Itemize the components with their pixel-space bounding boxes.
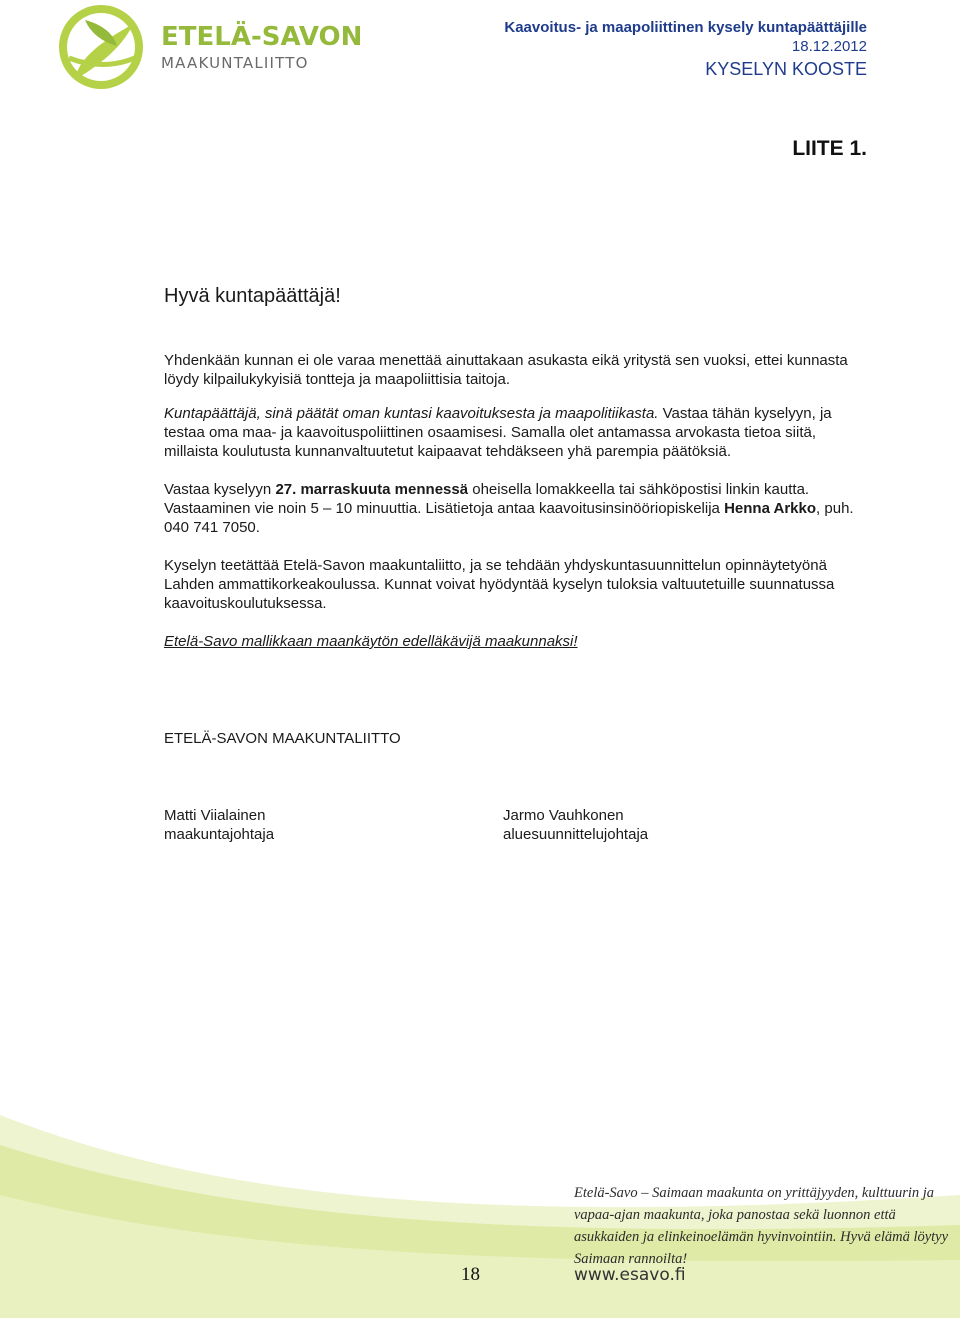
contact-name: Henna Arkko <box>724 500 817 517</box>
logo-name: ETELÄ-SAVON <box>161 22 363 52</box>
summary-heading: KYSELYN KOOSTE <box>705 58 867 79</box>
organization-name: ETELÄ-SAVON MAAKUNTALIITTO <box>164 730 401 747</box>
signer-title: maakuntajohtaja <box>164 826 275 843</box>
survey-title: Kaavoitus- ja maapoliittinen kysely kuntapäättäjille <box>504 19 867 36</box>
appendix-label: LIITE 1. <box>792 137 867 160</box>
greeting: Hyvä kuntapäättäjä! <box>164 285 341 307</box>
logo-subtitle: MAAKUNTALIITTO <box>161 54 309 72</box>
motto: Etelä-Savo mallikkaan maankäytön edelläkävijä maakunnaksi! <box>164 633 578 650</box>
paragraph-3-b: oheisella lomakkeella tai sähköpostisi linkin kautta. Vastaaminen vie noin 5 – 10 minuuttia. Lisätietoja antaa kaavoitusinsinööriopiskelija <box>164 481 810 517</box>
organization-logo <box>55 2 385 92</box>
paragraph-2-italic: Kuntapäättäjä, sinä päätät oman kuntasi kaavoituksesta ja maapolitiikasta. <box>164 405 659 422</box>
logo-leaf-icon <box>55 2 151 92</box>
footer-slogan: Etelä-Savo – Saimaan maakunta on yrittäjyyden, kulttuurin ja vapaa-ajan maakunta, joka panostaa sekä luonnon että asukkaiden ja elinkeinoelämän hyvinvointiin. Hyvä elämä löytyy Saimaan rannoilta! <box>574 1185 949 1267</box>
signer-name: Jarmo Vauhkonen <box>503 807 624 824</box>
document-header <box>504 19 867 80</box>
signer-name: Matti Viialainen <box>164 807 266 824</box>
signer-title: aluesuunnittelujohtaja <box>503 826 649 843</box>
paragraph-2-rest: Vastaa tähän kyselyyn, ja testaa oma maa- ja kaavoituspoliittinen osaamisesi. Samalla olet antamassa arvokasta tietoa siitä, millaista koulutusta kunnanvaltuutetut kaipaavat tehdäkseen yhä parempia päätöksiä. <box>164 405 832 460</box>
paragraph-3-a: Vastaa kyselyyn <box>164 481 276 498</box>
paragraph-2 <box>164 404 874 461</box>
signature-block-1 <box>164 806 274 844</box>
paragraph-3-c: , puh. 040 741 7050. <box>164 500 854 536</box>
deadline: 27. marraskuuta mennessä <box>275 481 469 498</box>
paragraph-3 <box>164 480 874 537</box>
page-number: 18 <box>461 1264 480 1285</box>
paragraph-4: Kyselyn teetättää Etelä-Savon maakuntaliitto, ja se tehdään yhdyskuntasuunnittelun opinnäytetyönä Lahden ammattikorkeakoulussa. Kunnat voivat hyödyntää kyselyn tuloksia valtuutetuille suunnatussa kaavoituskoulutuksessa. <box>164 557 835 612</box>
document-date: 18.12.2012 <box>791 37 867 55</box>
letter-body <box>164 284 874 651</box>
paragraph-1: Yhdenkään kunnan ei ole varaa menettää ainuttakaan asukasta eikä yritystä sen vuoksi, ettei kunnasta löydy kilpailukykyisiä tontteja ja maapoliittisia taitoja. <box>164 352 848 388</box>
footer-url[interactable]: www.esavo.fi <box>574 1265 686 1285</box>
signature-block-2 <box>503 806 648 844</box>
